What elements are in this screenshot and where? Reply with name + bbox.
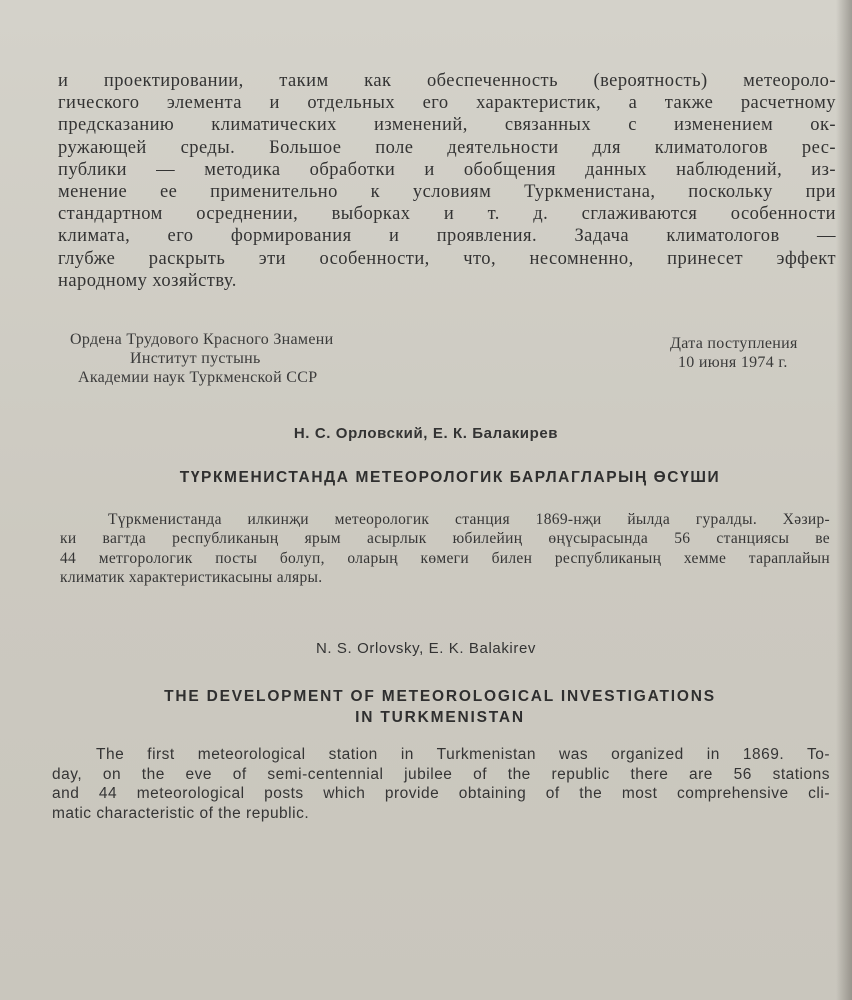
abstract-line: and 44 meteorological posts which provide obtaining of the most comprehensive cli- (52, 785, 830, 802)
body-line: народному хозяйству. (58, 270, 237, 291)
body-line: гического элемента и отдельных его характеристик, а также расчетному (58, 93, 836, 114)
abstract-line: 44 метгорологик посты болуп, оларың көмеги билен республиканың хемме тараплайын (60, 549, 830, 567)
body-line: ружающей среды. Большое поле деятельности для климатологов рес- (58, 137, 836, 158)
english-authors: N. S. Orlovsky, E. K. Balakirev (315, 640, 537, 657)
abstract-line: ки вагтда республиканың ярым асырлык юбилейиң өңүсырасында 56 станциясы ве (60, 530, 830, 548)
received-date (670, 334, 840, 372)
english-title-line: THE DEVELOPMENT OF METEOROLOGICAL INVESTIGATIONS (164, 688, 716, 705)
english-abstract (52, 745, 830, 823)
institute-affiliation (70, 330, 450, 387)
received-value: 10 июня 1974 г. (678, 354, 788, 371)
body-line: менение ее применительно к условиям Туркменистана, поскольку при (58, 182, 836, 203)
affiliation-line: Ордена Трудового Красного Знамени (70, 331, 334, 348)
english-title-line: IN TURKMENISTAN (355, 709, 525, 726)
body-line: публики — методика обработки и обобщения данных наблюдений, из- (58, 159, 836, 180)
body-line: стандартном осреднении, выборках и т. д. сглаживаются особенности (58, 204, 836, 225)
turkmen-abstract (60, 510, 830, 587)
body-line: предсказанию климатических изменений, связанных с изменением ок- (58, 115, 836, 136)
body-line: климата, его формирования и проявления. Задача климатологов — (58, 226, 836, 247)
turkmen-title: ТҮРКМЕНИСТАНДА МЕТЕОРОЛОГИК БАРЛАГЛАРЫҢ ӨСҮШИ (179, 469, 721, 486)
abstract-line: Түркменистанда илкинҗи метеорологик станция 1869-нҗи йылда гуралды. Хәзир- (108, 511, 830, 528)
affiliation-line: Академии наук Туркменской ССР (78, 369, 318, 386)
abstract-line: matic characteristic of the republic. (52, 804, 310, 822)
received-label: Дата поступления (670, 335, 798, 352)
affiliation-line: Институт пустынь (130, 350, 261, 367)
abstract-line: климатик характеристикасыны аляры. (60, 568, 323, 586)
body-paragraph (58, 70, 836, 292)
abstract-line: day, on the eve of semi-centennial jubilee of the republic there are 56 stations (52, 765, 830, 783)
body-line: глубже раскрыть эти особенности, что, несомненно, принесет эффект (58, 248, 836, 269)
body-line: и проектировании, таким как обеспеченность (вероятность) метеороло- (58, 71, 836, 91)
russian-authors: Н. С. Орловский, Е. К. Балакирев (293, 425, 559, 442)
abstract-line: The first meteorological station in Turkmenistan was organized in 1869. To- (96, 746, 830, 763)
english-title (0, 686, 852, 728)
